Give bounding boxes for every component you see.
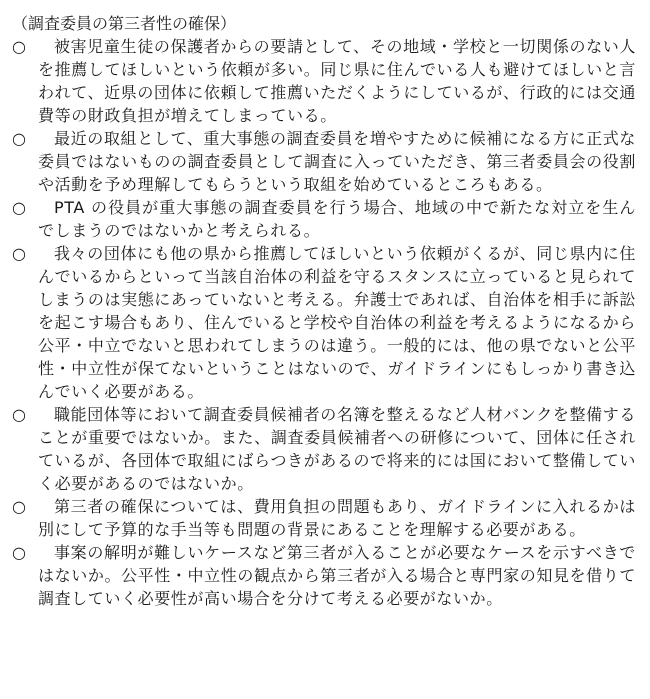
list-item-text: 我々の団体にも他の県から推薦してほしいという依頼がくるが、同じ県内に住んでいるからといって当該自治体の利益を守るスタンスに立っていると見られてしまうのは実態にあっていないと考える。弁護士であれば、自治体を相手に訴訟を起こす場合もあり、住んでいると学校や自治体の利益を考えるようになるから公平・中立でないと思われてしまうのは違う。一般的には、他の県でないと公平性・中立性が保てないということはないので、ガイドラインにもしっかり書き込んでいく必要がある。 <box>38 244 636 401</box>
bullet-circle: ○ <box>12 543 27 562</box>
bullet-circle: ○ <box>12 497 27 516</box>
list-item <box>12 242 636 403</box>
bullet-circle: ○ <box>12 244 27 263</box>
list-item <box>12 127 636 196</box>
list-item <box>12 495 636 541</box>
section-heading: （調査委員の第三者性の確保） <box>12 14 237 33</box>
bullet-circle: ○ <box>12 405 27 424</box>
list-item-text: 第三者の確保については、費用負担の問題もあり、ガイドラインに入れるかは別にして予算的な手当等も問題の背景にあることを理解する必要がある。 <box>38 497 636 539</box>
bullet-list <box>12 35 636 610</box>
list-item <box>12 196 636 242</box>
list-item-text: 被害児童生徒の保護者からの要請として、その地域・学校と一切関係のない人を推薦してほしいという依頼が多い。同じ県に住んでいる人も避けてほしいと言われて、近県の団体に依頼して推薦いただくようにしているが、行政的には交通費等の財政負担が増えてしまっている。 <box>38 37 636 125</box>
list-item-text: 職能団体等において調査委員候補者の名簿を整えるなど人材バンクを整備することが重要ではないか。また、調査委員候補者への研修について、団体に任されているが、各団体で取組にばらつきがあるので将来的には国において整備していく必要があるのではないか。 <box>38 405 636 493</box>
list-item-text: PTA の役員が重大事態の調査委員を行う場合、地域の中で新たな対立を生んでしまうのではないかと考えられる。 <box>38 198 636 240</box>
list-item <box>12 35 636 127</box>
list-item-text: 事案の解明が難しいケースなど第三者が入ることが必要なケースを示すべきではないか。公平性・中立性の観点から第三者が入る場合と専門家の知見を借りて調査していく必要性が高い場合を分けて考える必要がないか。 <box>38 543 636 608</box>
bullet-circle: ○ <box>12 129 27 148</box>
list-item <box>12 403 636 495</box>
list-item <box>12 541 636 610</box>
list-item-text: 最近の取組として、重大事態の調査委員を増やすために候補になる方に正式な委員ではないものの調査委員として調査に入っていただき、第三者委員会の役割や活動を予め理解してもらうという取組を始めているところもある。 <box>38 129 636 194</box>
bullet-circle: ○ <box>12 37 27 56</box>
bullet-circle: ○ <box>12 198 27 217</box>
